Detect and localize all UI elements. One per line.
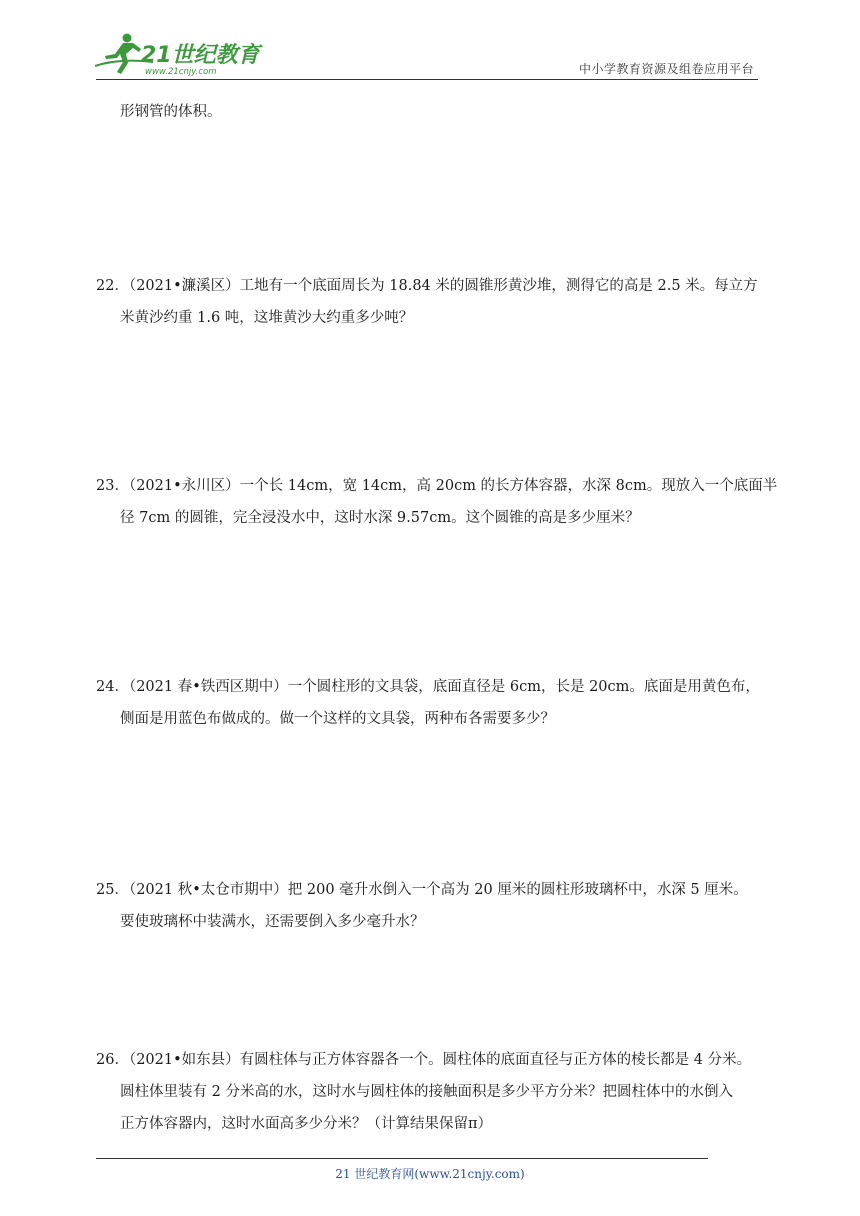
question-21-tail (96, 96, 788, 128)
question-24 (96, 671, 764, 735)
question-line: 形钢管的体积。 (120, 104, 222, 120)
question-line: 26．（2021•如东县）有圆柱体与正方体容器各一个。圆柱体的底面直径与正方体的棱长都是 4 分米。 (96, 1052, 752, 1068)
question-line: 25．（2021 秋•太仓市期中）把 200 毫升水倒入一个高为 20 厘米的圆柱形玻璃杯中，水深 5 厘米。 (96, 882, 748, 898)
question-26 (96, 1044, 764, 1140)
question-line: 23．（2021•永川区）一个长 14cm，宽 14cm，高 20cm 的长方体容器，水深 8cm。现放入一个底面半 (96, 478, 778, 494)
question-line: 要使玻璃杯中装满水，还需要倒入多少毫升水？ (120, 914, 425, 930)
question-line: 径 7cm 的圆锥，完全浸没水中，这时水深 9.57cm。这个圆锥的高是多少厘米？ (120, 510, 640, 526)
question-line: 米黄沙约重 1.6 吨，这堆黄沙大约重多少吨？ (120, 310, 414, 326)
footer-divider (96, 1158, 708, 1159)
question-line: 圆柱体里装有 2 分米高的水，这时水与圆柱体的接触面积是多少平方分米？把圆柱体中的水倒入 (120, 1084, 733, 1100)
question-25 (96, 874, 764, 938)
platform-label: 中小学教育资源及组卷应用平台 (578, 62, 754, 76)
question-23 (96, 470, 778, 534)
svg-text:21世纪教育: 21世纪教育 (141, 43, 260, 68)
question-line: 正方体容器内，这时水面高多少分米？（计算结果保留π） (120, 1116, 493, 1132)
svg-text:www.21cnjy.com: www.21cnjy.com (145, 67, 217, 77)
logo (93, 32, 268, 78)
runner-logo-icon (93, 32, 268, 78)
header-divider (96, 79, 758, 80)
page-header (0, 0, 860, 82)
question-22 (96, 270, 764, 334)
footer-link[interactable]: 21 世纪教育网(www.21cnjy.com) (335, 1167, 525, 1181)
question-line: 侧面是用蓝色布做成的。做一个这样的文具袋，两种布各需要多少？ (120, 711, 555, 727)
question-line: 24．（2021 春•铁西区期中）一个圆柱形的文具袋，底面直径是 6cm，长是 20cm。底面是用黄色布， (96, 679, 760, 695)
question-line: 22．（2021•濂溪区）工地有一个底面周长为 18.84 米的圆锥形黄沙堆，测得它的高是 2.5 米。每立方 (96, 278, 758, 294)
